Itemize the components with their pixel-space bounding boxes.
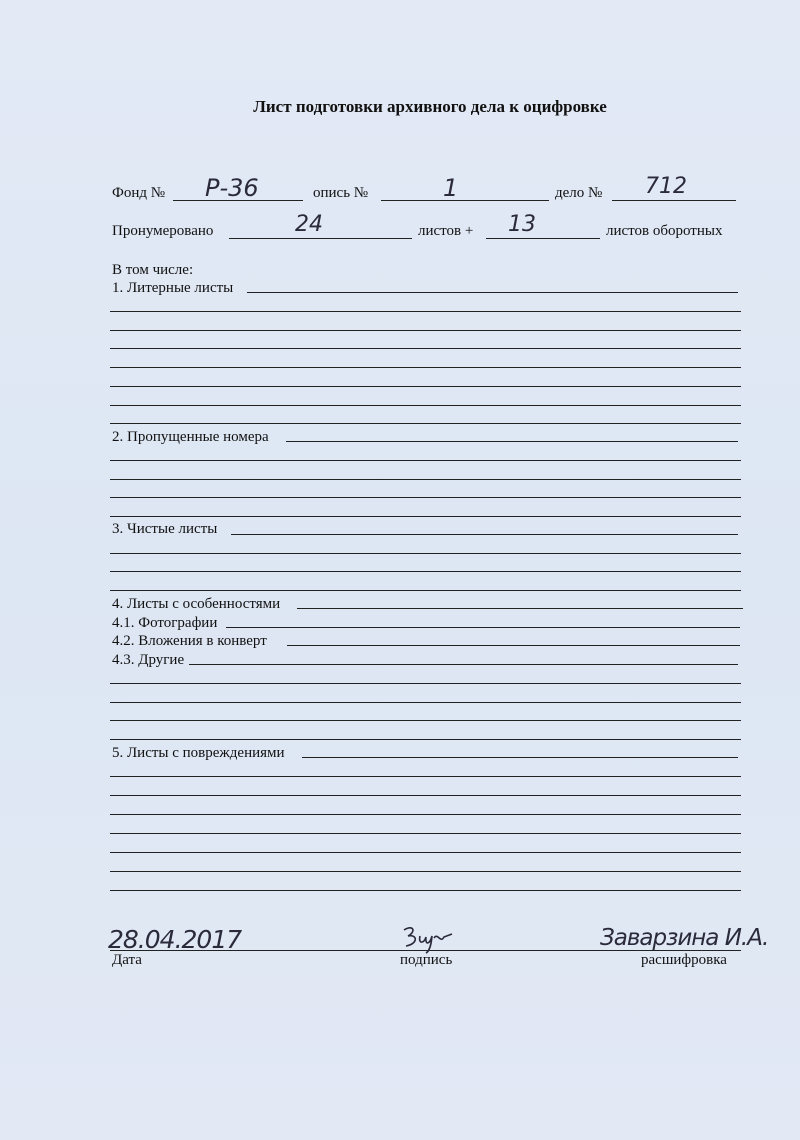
section-2-label: 2. Пропущенные номера bbox=[112, 429, 269, 445]
section-4-1-line bbox=[226, 627, 740, 628]
page-title: Лист подготовки архивного дела к оцифровке bbox=[253, 97, 607, 116]
sheets-plus-label: листов + bbox=[418, 223, 474, 239]
reverse-line bbox=[486, 238, 600, 239]
blank-line bbox=[110, 405, 741, 406]
date-value: 28.04.2017 bbox=[108, 925, 242, 954]
blank-line bbox=[110, 367, 741, 368]
blank-line bbox=[110, 311, 741, 312]
blank-line bbox=[110, 460, 741, 461]
blank-line bbox=[110, 497, 741, 498]
blank-line bbox=[110, 702, 741, 703]
section-5-label: 5. Листы с повреждениями bbox=[112, 745, 285, 761]
blank-line bbox=[110, 330, 741, 331]
section-4-3-line bbox=[189, 664, 738, 665]
section-4-line bbox=[297, 608, 743, 609]
section-4-2-line bbox=[287, 645, 740, 646]
reverse-label: листов оборотных bbox=[606, 223, 723, 239]
section-1-label: 1. Литерные листы bbox=[112, 280, 234, 296]
blank-line bbox=[110, 720, 741, 721]
section-4-1-label: 4.1. Фотографии bbox=[112, 615, 218, 631]
blank-line bbox=[110, 516, 741, 517]
blank-line bbox=[110, 776, 741, 777]
section-3-line bbox=[231, 534, 738, 535]
signature-image bbox=[400, 922, 466, 954]
blank-line bbox=[110, 423, 741, 424]
blank-line bbox=[110, 871, 741, 872]
decode-label: расшифровка bbox=[641, 952, 727, 968]
opis-label: опись № bbox=[313, 185, 369, 201]
section-4-label: 4. Листы с особенностями bbox=[112, 596, 281, 612]
reverse-value: 13 bbox=[508, 212, 536, 237]
decode-value: Заварзина И.А. bbox=[600, 925, 769, 951]
including-label: В том числе: bbox=[112, 262, 194, 278]
blank-line bbox=[110, 852, 741, 853]
section-3-label: 3. Чистые листы bbox=[112, 521, 218, 537]
blank-line bbox=[110, 590, 741, 591]
blank-line bbox=[110, 553, 741, 554]
opis-line bbox=[381, 200, 549, 201]
blank-line bbox=[110, 479, 741, 480]
numbered-label: Пронумеровано bbox=[112, 223, 214, 239]
blank-line bbox=[110, 795, 741, 796]
fond-value: Р-36 bbox=[205, 174, 259, 202]
opis-value: 1 bbox=[443, 174, 459, 202]
blank-line bbox=[110, 571, 741, 572]
delo-line bbox=[612, 200, 736, 201]
blank-line bbox=[110, 833, 741, 834]
section-5-line bbox=[302, 757, 738, 758]
numbered-line bbox=[229, 238, 412, 239]
blank-line bbox=[110, 890, 741, 891]
numbered-value: 24 bbox=[295, 212, 323, 237]
blank-line bbox=[110, 348, 741, 349]
date-label: Дата bbox=[112, 952, 142, 968]
blank-line bbox=[110, 814, 741, 815]
section-4-3-label: 4.3. Другие bbox=[112, 652, 185, 668]
section-1-line bbox=[247, 292, 738, 293]
section-2-line bbox=[286, 441, 738, 442]
blank-line bbox=[110, 386, 741, 387]
blank-line bbox=[110, 683, 741, 684]
section-4-2-label: 4.2. Вложения в конверт bbox=[112, 633, 267, 649]
signature-label: подпись bbox=[400, 952, 453, 968]
delo-value: 712 bbox=[645, 174, 687, 199]
delo-label: дело № bbox=[555, 185, 603, 201]
blank-line bbox=[110, 739, 741, 740]
fond-label: Фонд № bbox=[112, 185, 166, 201]
